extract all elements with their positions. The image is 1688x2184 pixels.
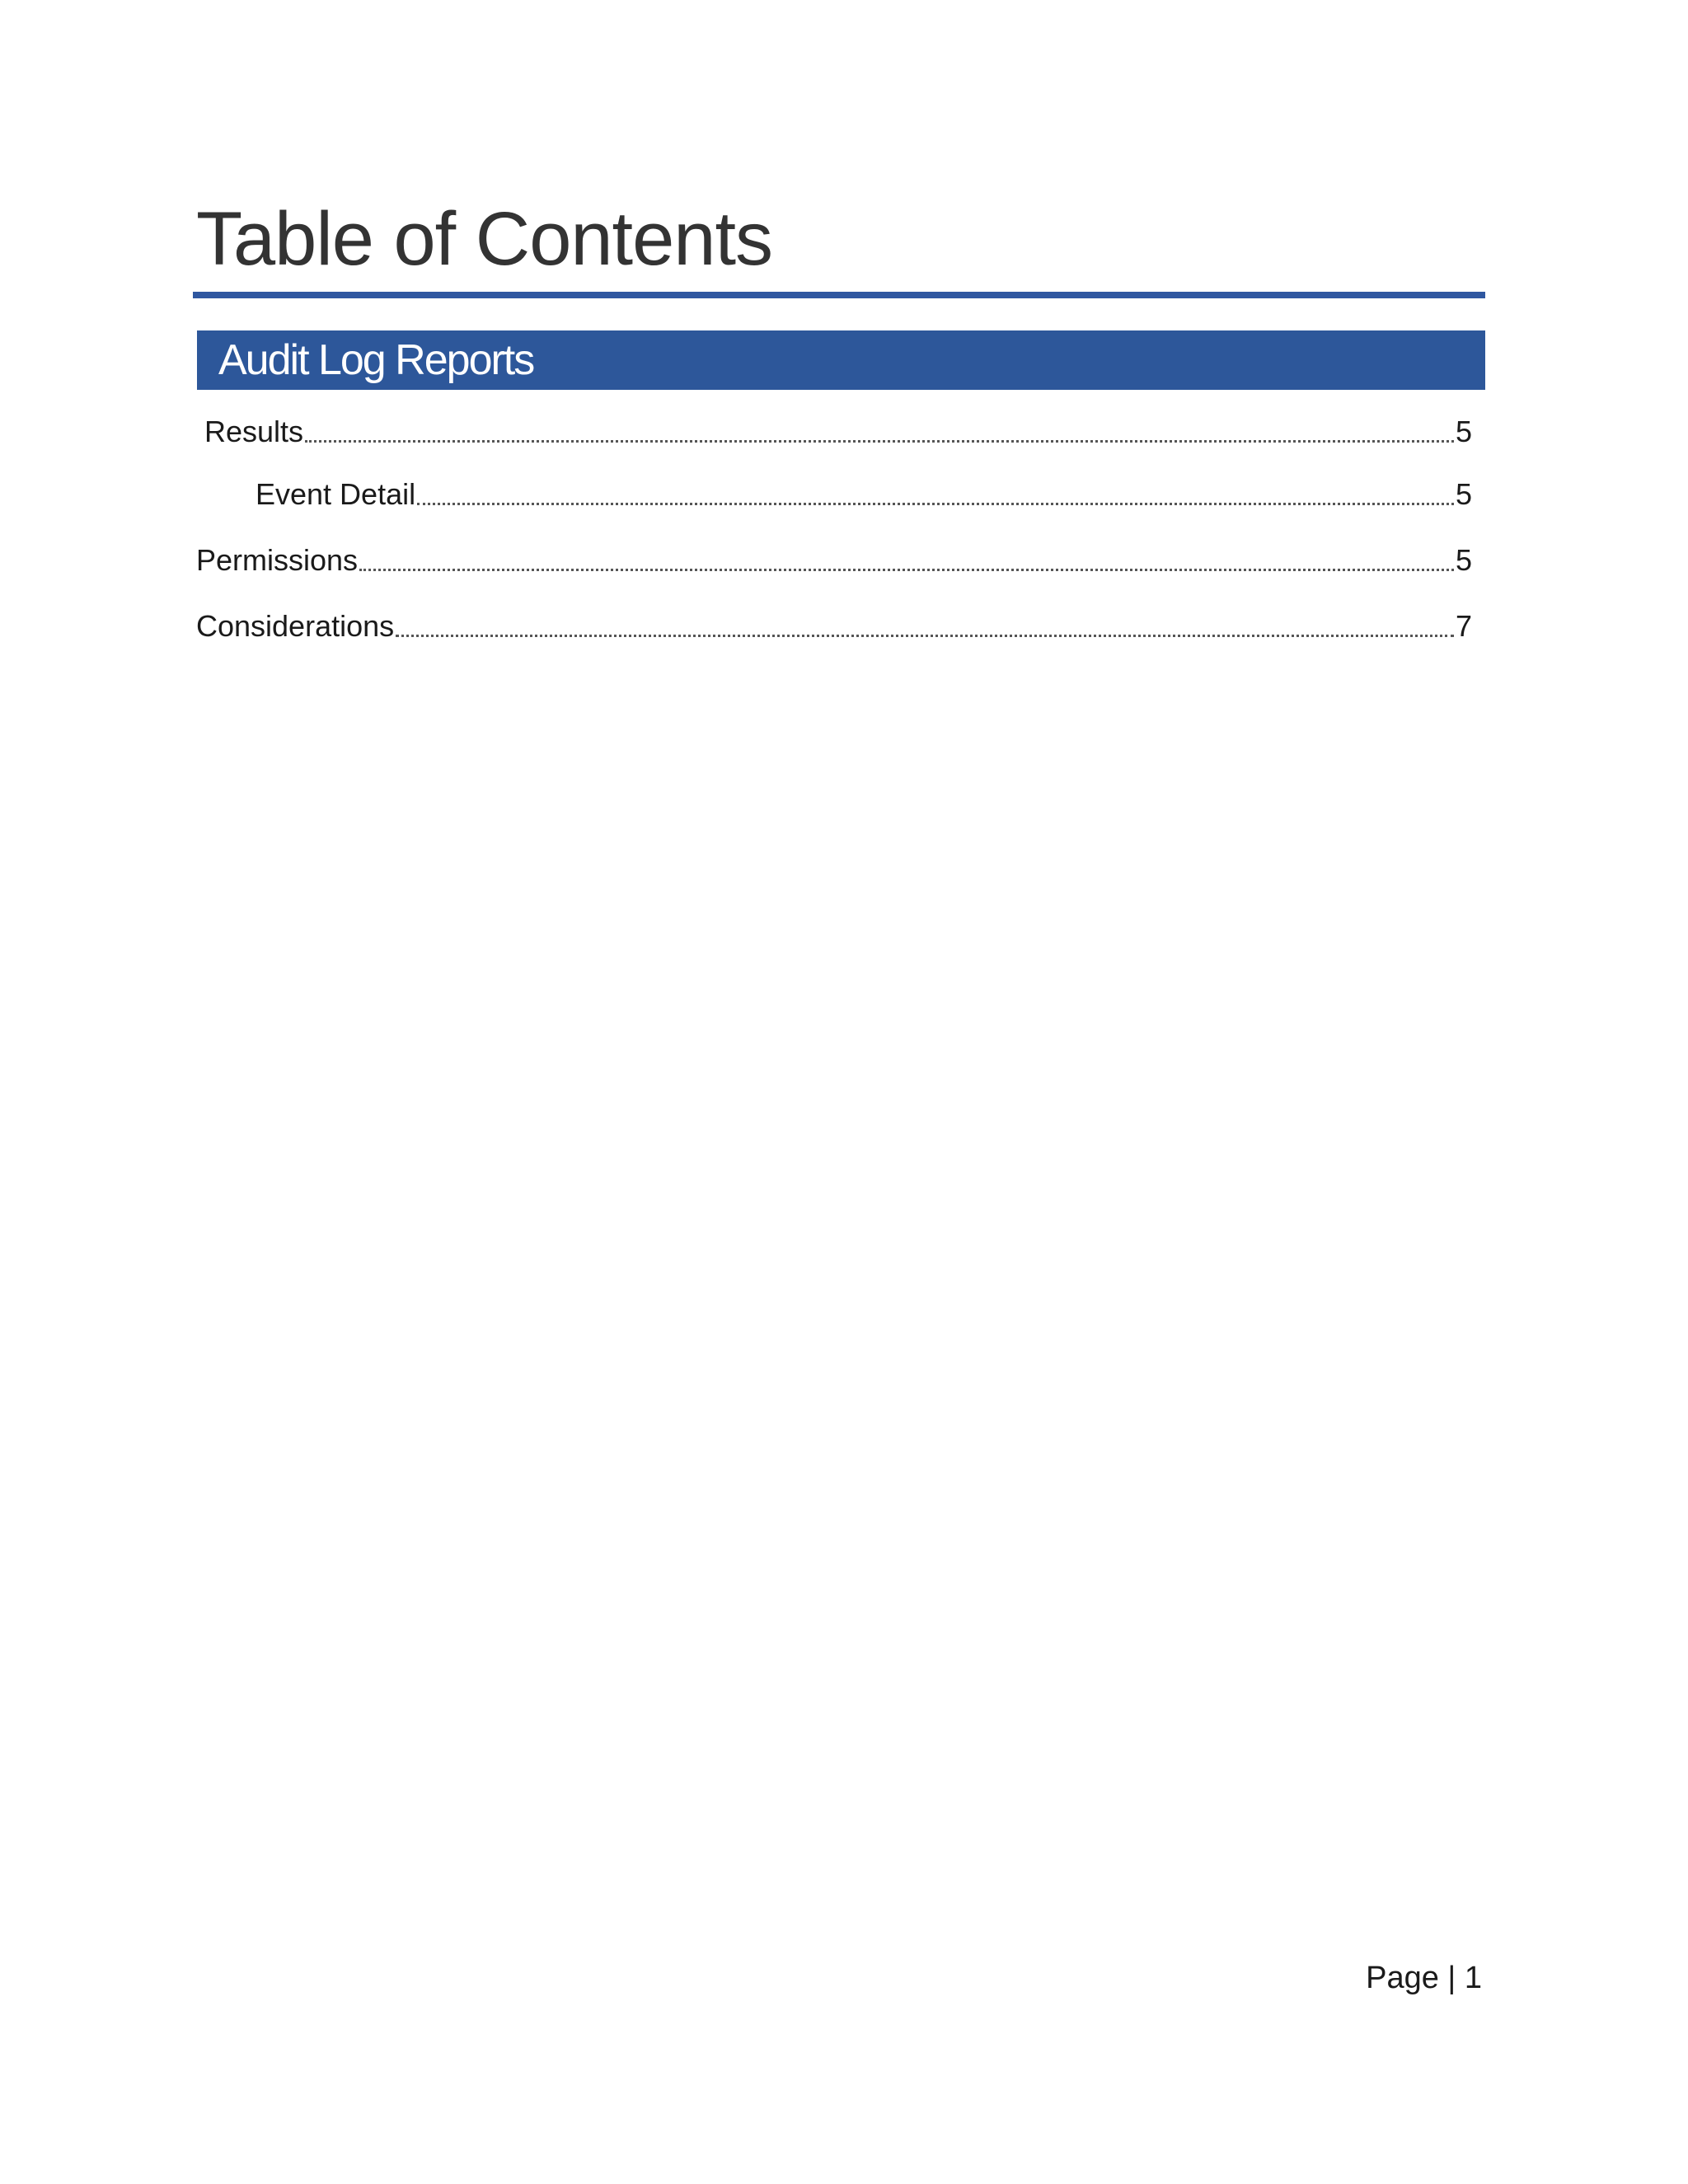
toc-page-number: 5: [1455, 477, 1472, 511]
toc-entry-event-detail[interactable]: [256, 473, 1472, 513]
title-underline: [193, 292, 1485, 298]
toc-entry-label: Results: [204, 415, 304, 448]
toc-page-number: 5: [1455, 543, 1472, 577]
toc-leader-dots: [305, 440, 1454, 443]
section-heading: Audit Log Reports: [218, 336, 534, 384]
toc-page-number: 5: [1455, 415, 1472, 448]
toc-entry-label: Permissions: [196, 543, 359, 577]
toc-entry-results[interactable]: [204, 410, 1472, 450]
toc-page-number: 7: [1455, 609, 1472, 643]
toc-leader-dots: [396, 635, 1454, 637]
section-banner: [197, 330, 1485, 390]
page-title: Table of Contents: [196, 197, 773, 281]
toc-entry-label: Event Detail: [256, 477, 416, 511]
toc-entry-permissions[interactable]: [196, 539, 1472, 579]
toc-leader-dots: [359, 569, 1454, 571]
toc-entry-considerations[interactable]: [196, 605, 1472, 644]
toc-leader-dots: [417, 503, 1454, 505]
toc-entry-label: Considerations: [196, 609, 395, 643]
page-footer: Page | 1: [1366, 1961, 1482, 1995]
